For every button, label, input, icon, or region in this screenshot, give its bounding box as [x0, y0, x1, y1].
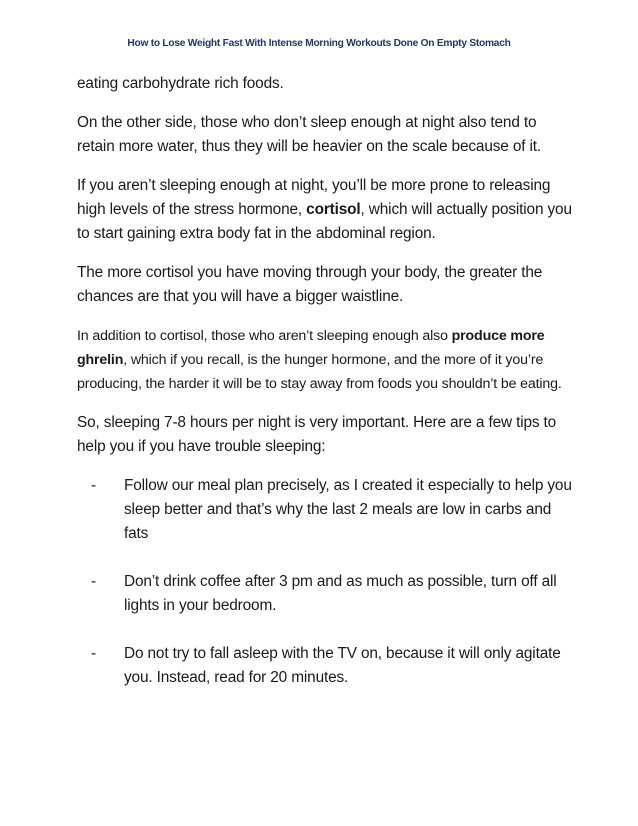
list-dash: - — [91, 645, 96, 662]
sleep-tip-1 — [91, 474, 579, 546]
paragraph-2: On the other side, those who don’t sleep enough at night also tend to retain more water, thus they will be heavier on the scale because of it. — [77, 114, 542, 155]
list-dash: - — [91, 477, 96, 494]
running-header: How to Lose Weight Fast With Intense Morning Workouts Done On Empty Stomach — [127, 38, 511, 49]
paragraph-3 — [77, 174, 577, 246]
sleep-tip-2-text: Don’t drink coffee after 3 pm and as much as possible, turn off all lights in your bedroom. — [124, 573, 557, 614]
paragraph-4: The more cortisol you have moving through your body, the greater the chances are that you will have a bigger waistline. — [77, 264, 543, 305]
sleep-tip-1-text: Follow our meal plan precisely, as I created it especially to help you sleep better and that’s why the last 2 meals are low in carbs and fats — [124, 477, 572, 542]
list-dash: - — [91, 573, 96, 590]
sleep-tip-2 — [91, 570, 579, 618]
sleep-tips-list — [77, 474, 577, 690]
paragraph-3-text-start: If you aren’t sleeping enough at night, you’ll be more prone to releasing high levels of the stress hormone, — [77, 177, 551, 218]
paragraph-5-text-end: , which if you recall, is the hunger hormone, and the more of it you’re producing, the harder it will be to stay away from foods you shouldn’t be eating. — [77, 352, 562, 392]
sleep-tip-3 — [91, 642, 579, 690]
paragraph-5-text-start: In addition to cortisol, those who aren’t sleeping enough also — [77, 328, 452, 344]
body-text — [77, 72, 577, 714]
cortisol-emphasis: cortisol — [306, 201, 361, 218]
paragraph-3-text-end: , which will actually position you to start gaining extra body fat in the abdominal region. — [77, 201, 572, 242]
ghrelin-emphasis: produce more ghrelin — [77, 328, 545, 368]
paragraph-1: eating carbohydrate rich foods. — [77, 75, 284, 92]
paragraph-6: So, sleeping 7-8 hours per night is very important. Here are a few tips to help you if you have trouble sleeping: — [77, 414, 557, 455]
sleep-tip-3-text: Do not try to fall asleep with the TV on, because it will only agitate you. Instead, read for 20 minutes. — [124, 645, 561, 686]
paragraph-5 — [77, 324, 577, 396]
